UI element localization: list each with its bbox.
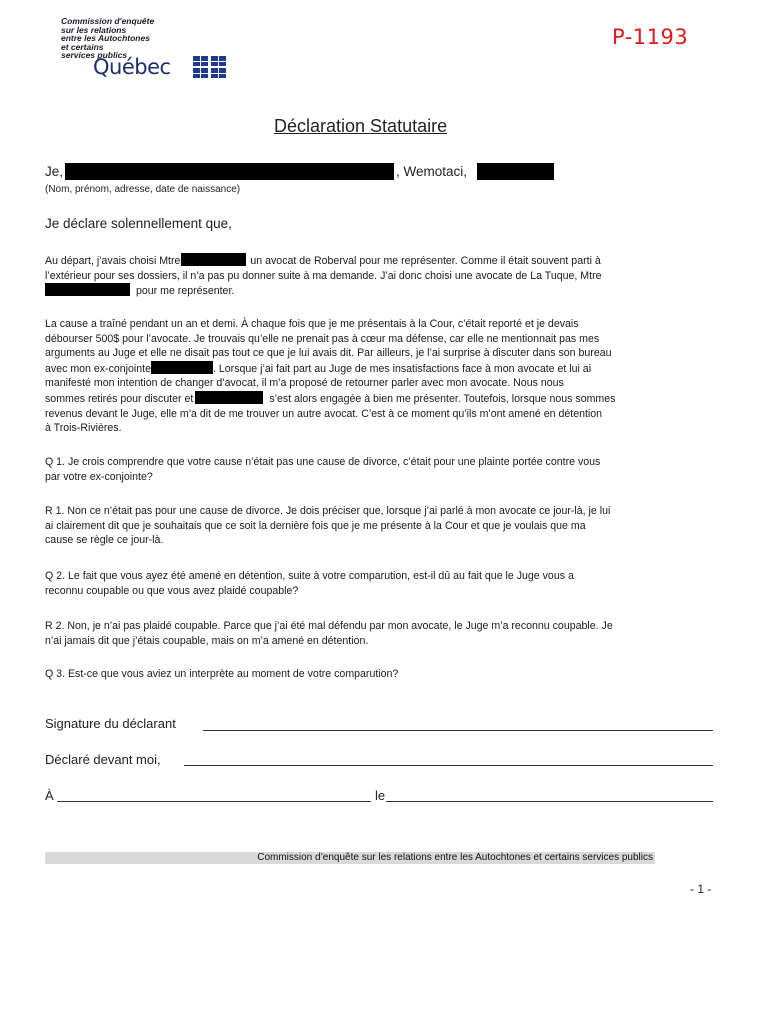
document-code: P-1193	[612, 25, 689, 49]
text-line: Q 2. Le fait que vous ayez été amené en détention, suite à votre comparution, est-il dû au fait que le Juge vous a	[45, 570, 574, 582]
date-label: le	[375, 788, 386, 803]
text-line: arguments au Juge et elle ne disait pas tout ce que je lui avais dit. Par ailleurs, je l’ai surprise à discuter dans son bureau	[45, 347, 612, 360]
text-line: La cause a traîné pendant un an et demi. À chaque fois que je me présentais à la Cour, c’était reporté et je devais	[45, 318, 579, 330]
question-3	[45, 667, 720, 682]
answer-1	[45, 504, 720, 548]
redacted-lawyer-1	[181, 253, 246, 266]
text-line: R 2. Non, je n’ai pas plaidé coupable. Parce que j’ai été mal défendu par mon avocate, le Juge m’a reconnu coupable. Je	[45, 620, 613, 632]
quebec-wordmark: Québec	[93, 55, 171, 79]
question-2	[45, 569, 720, 598]
text-line: cause se règle ce jour-là.	[45, 534, 164, 547]
commission-logo	[61, 17, 236, 81]
org-name-line: sur les relations	[61, 24, 127, 35]
text-line: ai clairement dit que je souhaitais que ce soit la dernière fois que je me présente à la Cour et que je voulais que ma	[45, 519, 586, 532]
org-name-line: entre les Autochtones	[61, 33, 150, 44]
text-line: manifesté mon intention de changer d’avocat, il m’a proposé de retourner parler avec mon avocate. Nous nous	[45, 377, 564, 390]
redacted-lawyer-3	[195, 391, 263, 404]
text-line: . Lorsque j’ai fait part au Juge de mes insatisfactions face à mon avocate et lui ai	[213, 362, 592, 375]
redacted-birthdate-block	[477, 163, 554, 180]
date-line[interactable]	[386, 801, 713, 802]
place-label: À	[45, 788, 54, 803]
declared-before-line[interactable]	[184, 765, 713, 766]
text-line: R 1. Non ce n’était pas pour une cause de divorce. Je dois préciser que, lorsque j’ai parlé à mon avocate ce jour-là, je lui	[45, 505, 611, 517]
text-line: l’extérieur pour ses dossiers, il n’a pas pu donner suite à ma demande. J’ai donc choisi une avocate de La Tuque, Mtre	[45, 269, 602, 282]
text-line: s’est alors engagée à bien me présenter. Toutefois, lorsque nous sommes	[269, 392, 616, 405]
signature-label: Signature du déclarant	[45, 716, 176, 731]
text-line: à Trois-Rivières.	[45, 422, 122, 435]
text-line: n’ai jamais dit que j’étais coupable, mais on m’a amené en détention.	[45, 634, 369, 647]
declared-before-label: Déclaré devant moi,	[45, 752, 161, 767]
org-name-line: services publics	[61, 50, 128, 61]
footer-text: Commission d’enquête sur les relations entre les Autochtones et certains services publics	[257, 852, 653, 863]
text-line: Au départ, j’avais choisi Mtre	[45, 255, 181, 267]
text-line: un avocat de Roberval pour me représenter. Comme il était souvent parti à	[250, 255, 601, 267]
redacted-ex-spouse	[151, 361, 213, 374]
solemn-declaration: Je déclare solennellement que,	[45, 216, 232, 231]
page-number: - 1 -	[690, 882, 712, 896]
text-line: Q 1. Je crois comprendre que votre cause n’était pas une cause de divorce, c’était pour une plainte portée contre vous	[45, 456, 601, 468]
field-note: (Nom, prénom, adresse, date de naissance)	[45, 184, 241, 195]
paragraph-1	[45, 253, 720, 299]
text-line: Q 3. Est-ce que vous aviez un interprète au moment de votre comparution?	[45, 668, 399, 680]
text-line: avec mon ex-conjointe	[45, 362, 151, 375]
redacted-lawyer-2	[45, 283, 130, 296]
declarant-je: Je,	[45, 164, 64, 179]
redacted-name-block	[65, 163, 394, 180]
quebec-flag-icon	[193, 56, 229, 78]
paragraph-2	[45, 317, 720, 436]
text-line: pour me représenter.	[136, 285, 235, 298]
signature-line[interactable]	[203, 730, 713, 731]
place-line[interactable]	[57, 801, 371, 802]
org-name-line: Commission d'enquête	[61, 16, 155, 26]
text-line: revenus devant le Juge, elle m’a dit de me trouver un autre avocat. C’est à ce moment qu’ils m’ont amené en détention	[45, 407, 603, 420]
question-1	[45, 455, 720, 484]
text-line: sommes retirés pour discuter et	[45, 392, 194, 405]
org-name-line: et certains	[61, 41, 104, 52]
text-line: reconnu coupable ou que vous avez plaidé coupable?	[45, 584, 299, 597]
answer-2	[45, 619, 720, 648]
text-line: débourser 500$ pour l’avocate. Je trouvais qu’elle ne prenait pas à cœur ma défense, car elle ne mentionnait pas mes	[45, 332, 600, 345]
text-line: par votre ex-conjointe?	[45, 470, 153, 483]
declarant-place: , Wemotaci,	[396, 164, 468, 179]
page-title: Déclaration Statutaire	[274, 116, 448, 136]
